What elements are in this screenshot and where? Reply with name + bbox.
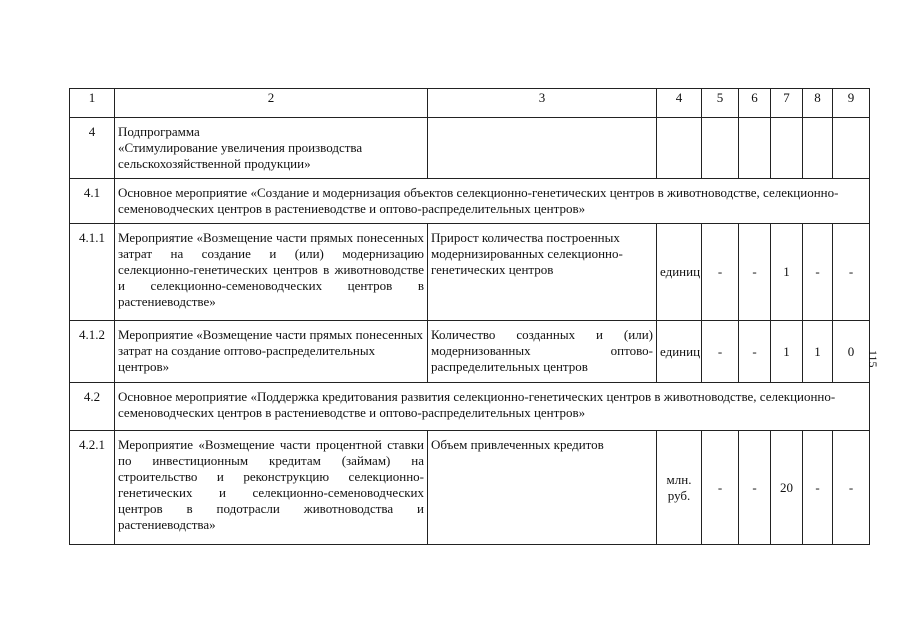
row-value-8: - (803, 431, 833, 545)
row-value-6: - (739, 431, 771, 545)
table-row-subprogram (70, 118, 870, 179)
row-value-8: 1 (803, 321, 833, 383)
row-value-5: - (702, 224, 739, 321)
row-description: Основное мероприятие «Создание и модернизация объектов селекционно-генетических центров в животноводстве, селекционно-семеноводческих центров в растениеводстве и оптово-распределительных центров» (115, 179, 870, 224)
row-value-5 (702, 118, 739, 179)
row-value-5: - (702, 321, 739, 383)
row-description: Мероприятие «Возмещение части процентной ставки по инвестиционным кредитам (займам) на строительство и реконструкцию селекционно-генетических и селекционно-семеноводческих центров в подотрасли животноводства и растениеводства» (115, 431, 428, 545)
description-line: «Стимулирование увеличения производства (118, 140, 363, 155)
row-description (115, 118, 428, 179)
table-row-activity-4-2-1 (70, 431, 870, 545)
program-table (69, 88, 870, 545)
row-description: Основное мероприятие «Поддержка кредитования развития селекционно-генетических центров в животноводстве, селекционно-семеноводческих центров в растениеводстве и оптово-распределительных центров» (115, 383, 870, 431)
row-value-6 (739, 118, 771, 179)
row-number: 4.1.2 (70, 321, 115, 383)
row-value-9: 0 (833, 321, 870, 383)
description-line: Подпрограмма (118, 124, 200, 139)
description-line: сельскохозяйственной продукции» (118, 156, 311, 171)
row-indicator: Количество созданных и (или) модернизованных оптово-распределительных центров (428, 321, 657, 383)
row-indicator: Прирост количества построенных модернизированных селекционно-генетических центров (428, 224, 657, 321)
row-unit: млн. руб. (657, 431, 702, 545)
row-number: 4.1 (70, 179, 115, 224)
header-cell-6: 6 (739, 89, 771, 118)
row-unit: единиц (657, 321, 702, 383)
row-unit (657, 118, 702, 179)
row-value-7: 1 (771, 321, 803, 383)
row-value-9: - (833, 431, 870, 545)
header-row (70, 89, 870, 118)
header-cell-4: 4 (657, 89, 702, 118)
row-value-8 (803, 118, 833, 179)
row-description: Мероприятие «Возмещение части прямых понесенных затрат на создание и (или) модернизацию селекционно-генетических центров в животноводстве и селекционно-семеноводческих центров в растениеводстве» (115, 224, 428, 321)
row-indicator (428, 118, 657, 179)
row-number: 4.2.1 (70, 431, 115, 545)
header-cell-9: 9 (833, 89, 870, 118)
row-value-7: 20 (771, 431, 803, 545)
row-value-7 (771, 118, 803, 179)
row-value-6: - (739, 321, 771, 383)
table-row-activity-4-1-2 (70, 321, 870, 383)
header-cell-8: 8 (803, 89, 833, 118)
row-value-8: - (803, 224, 833, 321)
header-cell-5: 5 (702, 89, 739, 118)
row-value-7: 1 (771, 224, 803, 321)
row-value-6: - (739, 224, 771, 321)
row-value-9 (833, 118, 870, 179)
table-row-activity-4-1-1 (70, 224, 870, 321)
page-number: 115 (866, 350, 880, 368)
row-value-9: - (833, 224, 870, 321)
table-row-main-activity-4-2 (70, 383, 870, 431)
header-cell-1: 1 (70, 89, 115, 118)
header-cell-3: 3 (428, 89, 657, 118)
row-number: 4.1.1 (70, 224, 115, 321)
row-unit: единиц (657, 224, 702, 321)
row-value-5: - (702, 431, 739, 545)
row-indicator: Объем привлеченных кредитов (428, 431, 657, 545)
header-cell-2: 2 (115, 89, 428, 118)
row-number: 4.2 (70, 383, 115, 431)
row-description: Мероприятие «Возмещение части прямых понесенных затрат на создание оптово-распределительных центров» (115, 321, 428, 383)
table-row-main-activity-4-1 (70, 179, 870, 224)
header-cell-7: 7 (771, 89, 803, 118)
row-number: 4 (70, 118, 115, 179)
